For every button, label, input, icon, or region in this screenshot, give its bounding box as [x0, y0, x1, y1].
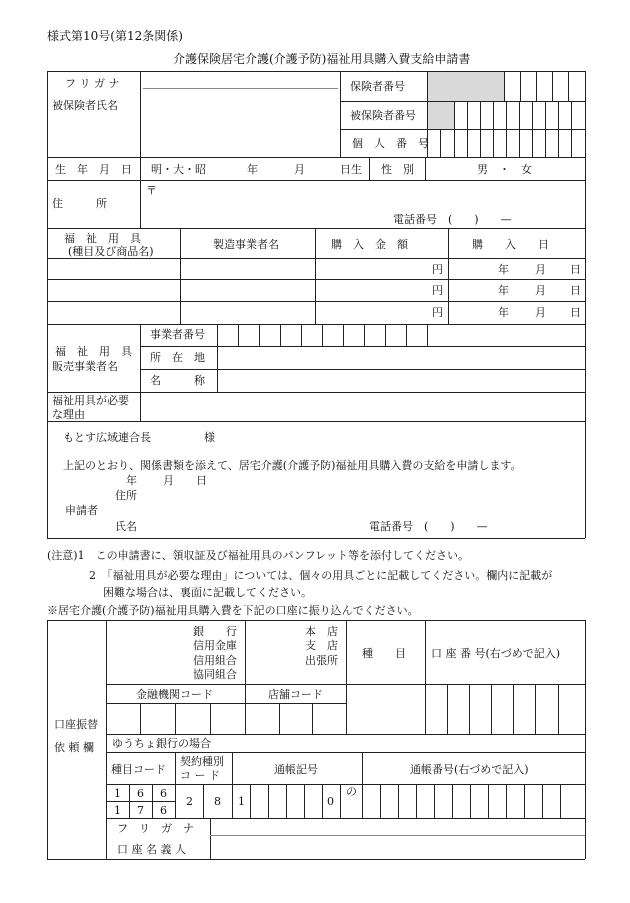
- kind-code-digit: 6: [160, 787, 167, 800]
- kind-code-digit: 6: [137, 787, 144, 800]
- agri-coop-type[interactable]: 協同組合: [193, 668, 237, 681]
- sex-options[interactable]: 男 ・ 女: [477, 163, 532, 176]
- request-year: 年: [126, 474, 137, 487]
- credit-coop-type[interactable]: 信用組合: [193, 654, 237, 667]
- birth-year-unit: 年: [247, 163, 258, 176]
- day-unit: 日: [570, 284, 581, 297]
- institution-code-label: 金融機関コード: [136, 688, 213, 701]
- month-unit: 月: [535, 263, 546, 276]
- insurer-number-label: 保険者番号: [350, 80, 405, 93]
- holder-name-field[interactable]: [212, 838, 582, 857]
- reason-label: 福祉用具が必要: [52, 394, 129, 407]
- sex-label: 性 別: [381, 163, 414, 176]
- purchase-date-header: 購 入 日: [472, 238, 549, 251]
- yucho-heading: ゆうちょ銀行の場合: [112, 737, 211, 750]
- request-month: 月: [163, 474, 174, 487]
- request-day: 日: [196, 474, 207, 487]
- passbook-digit: 0: [327, 795, 334, 808]
- kind-code-digit: 1: [114, 804, 121, 817]
- insured-number-label: 被保険者番号: [350, 109, 416, 122]
- bank-type[interactable]: 銀 行: [193, 625, 237, 638]
- birthdate-label: 生 年 月 日: [55, 163, 132, 176]
- note-3: ※居宅介護(介護予防)福祉用具購入費を下記の口座に振り込んでください。: [47, 604, 419, 617]
- birth-month-unit: 月: [294, 163, 305, 176]
- applicant-phone: 電話番号 ( ) —: [393, 213, 512, 226]
- contract-code-label: 契約種別: [180, 755, 224, 768]
- request-text: 上記のとおり、関係書類を添えて、居宅介護(介護予防)福祉用具購入費の支給を申請します。: [63, 459, 522, 472]
- passbook-digit: 1: [238, 795, 245, 808]
- branch-code-label: 店舗コード: [268, 688, 323, 701]
- month-unit: 月: [535, 284, 546, 297]
- insured-name-field[interactable]: [143, 90, 338, 155]
- item-header: 福 祉 用 具: [64, 232, 141, 245]
- holder-furigana-label: フ リ ガ ナ: [117, 822, 194, 835]
- seller-location-label: 所 在 地: [150, 351, 205, 364]
- contract-code-label-2: コ ー ド: [180, 769, 220, 782]
- seller-sublabel: 販売事業者名: [52, 360, 118, 373]
- credit-union-type[interactable]: 信用金庫: [193, 639, 237, 652]
- birth-day-unit: 日生: [340, 163, 362, 176]
- applicant-address-label: 住所: [115, 489, 137, 502]
- form-number: 様式第10号(第12条関係): [47, 29, 183, 43]
- account-section-label-2: 依 頼 欄: [54, 741, 94, 754]
- head-office[interactable]: 本 店: [305, 625, 338, 638]
- seller-label: 福 祉 用 具: [55, 345, 132, 358]
- account-kind-label: 種 目: [362, 647, 406, 660]
- postal-mark: 〒: [146, 184, 157, 197]
- kind-code-label: 種目コード: [111, 763, 166, 776]
- kind-code-digit: 1: [114, 787, 121, 800]
- passbook-mark-label: 通帳記号: [274, 763, 318, 776]
- year-unit: 年: [498, 284, 509, 297]
- kind-code-digit: 6: [160, 804, 167, 817]
- note-1: (注意)1 この申請書に、領収証及び福祉用具のパンフレット等を添付してください。: [47, 549, 470, 562]
- honorific: 様: [204, 431, 215, 444]
- applicant-phone-bottom: 電話番号 ( ) —: [369, 520, 488, 533]
- personal-number-label: 個 人 番 号: [352, 137, 429, 150]
- yen-unit: 円: [432, 284, 443, 297]
- kind-code-digit: 7: [137, 804, 144, 817]
- reason-field[interactable]: [143, 394, 583, 419]
- insured-name-label: 被保険者氏名: [52, 99, 118, 112]
- addressee: もとす広域連合長: [63, 431, 151, 444]
- reason-label-2: な理由: [52, 408, 85, 421]
- address-field[interactable]: [160, 183, 580, 211]
- maker-header: 製造事業者名: [213, 238, 279, 251]
- seller-name-label: 名 称: [150, 374, 205, 387]
- passbook-number-label: 通帳番号(右づめで記入): [410, 763, 529, 776]
- branch-office[interactable]: 支 店: [305, 639, 338, 652]
- year-unit: 年: [498, 306, 509, 319]
- era-options[interactable]: 明・大・昭: [151, 163, 206, 176]
- sub-branch[interactable]: 出張所: [305, 654, 338, 667]
- item-subheader: (種目及び商品名): [68, 245, 154, 258]
- applicant-name-label: 氏名: [115, 520, 137, 533]
- furigana-label: フ リ ガ ナ: [65, 77, 120, 90]
- day-unit: 日: [570, 263, 581, 276]
- note-2-cont: 困難な場合は、裏面に記載してください。: [103, 586, 312, 599]
- no-particle: の: [346, 785, 357, 798]
- address-label: 住 所: [52, 197, 107, 210]
- page-title: 介護保険居宅介護(介護予防)福祉用具購入費支給申請書: [173, 52, 471, 66]
- yen-unit: 円: [432, 263, 443, 276]
- month-unit: 月: [535, 306, 546, 319]
- applicant-label: 申請者: [65, 504, 98, 517]
- contract-digit: 8: [214, 795, 221, 808]
- day-unit: 日: [570, 306, 581, 319]
- account-number-label: 口 座 番 号(右づめで記入): [431, 647, 561, 660]
- amount-header: 購 入 金 額: [331, 238, 408, 251]
- business-number-label: 事業者番号: [150, 328, 205, 341]
- holder-name-label: 口 座 名 義 人: [117, 843, 186, 856]
- account-section-label: 口座振替: [54, 718, 98, 731]
- year-unit: 年: [498, 263, 509, 276]
- note-2: 2 「福祉用具が必要な理由」については、個々の用具ごとに記載してください。欄内に記載が: [89, 569, 553, 582]
- contract-digit: 2: [186, 795, 193, 808]
- yen-unit: 円: [432, 306, 443, 319]
